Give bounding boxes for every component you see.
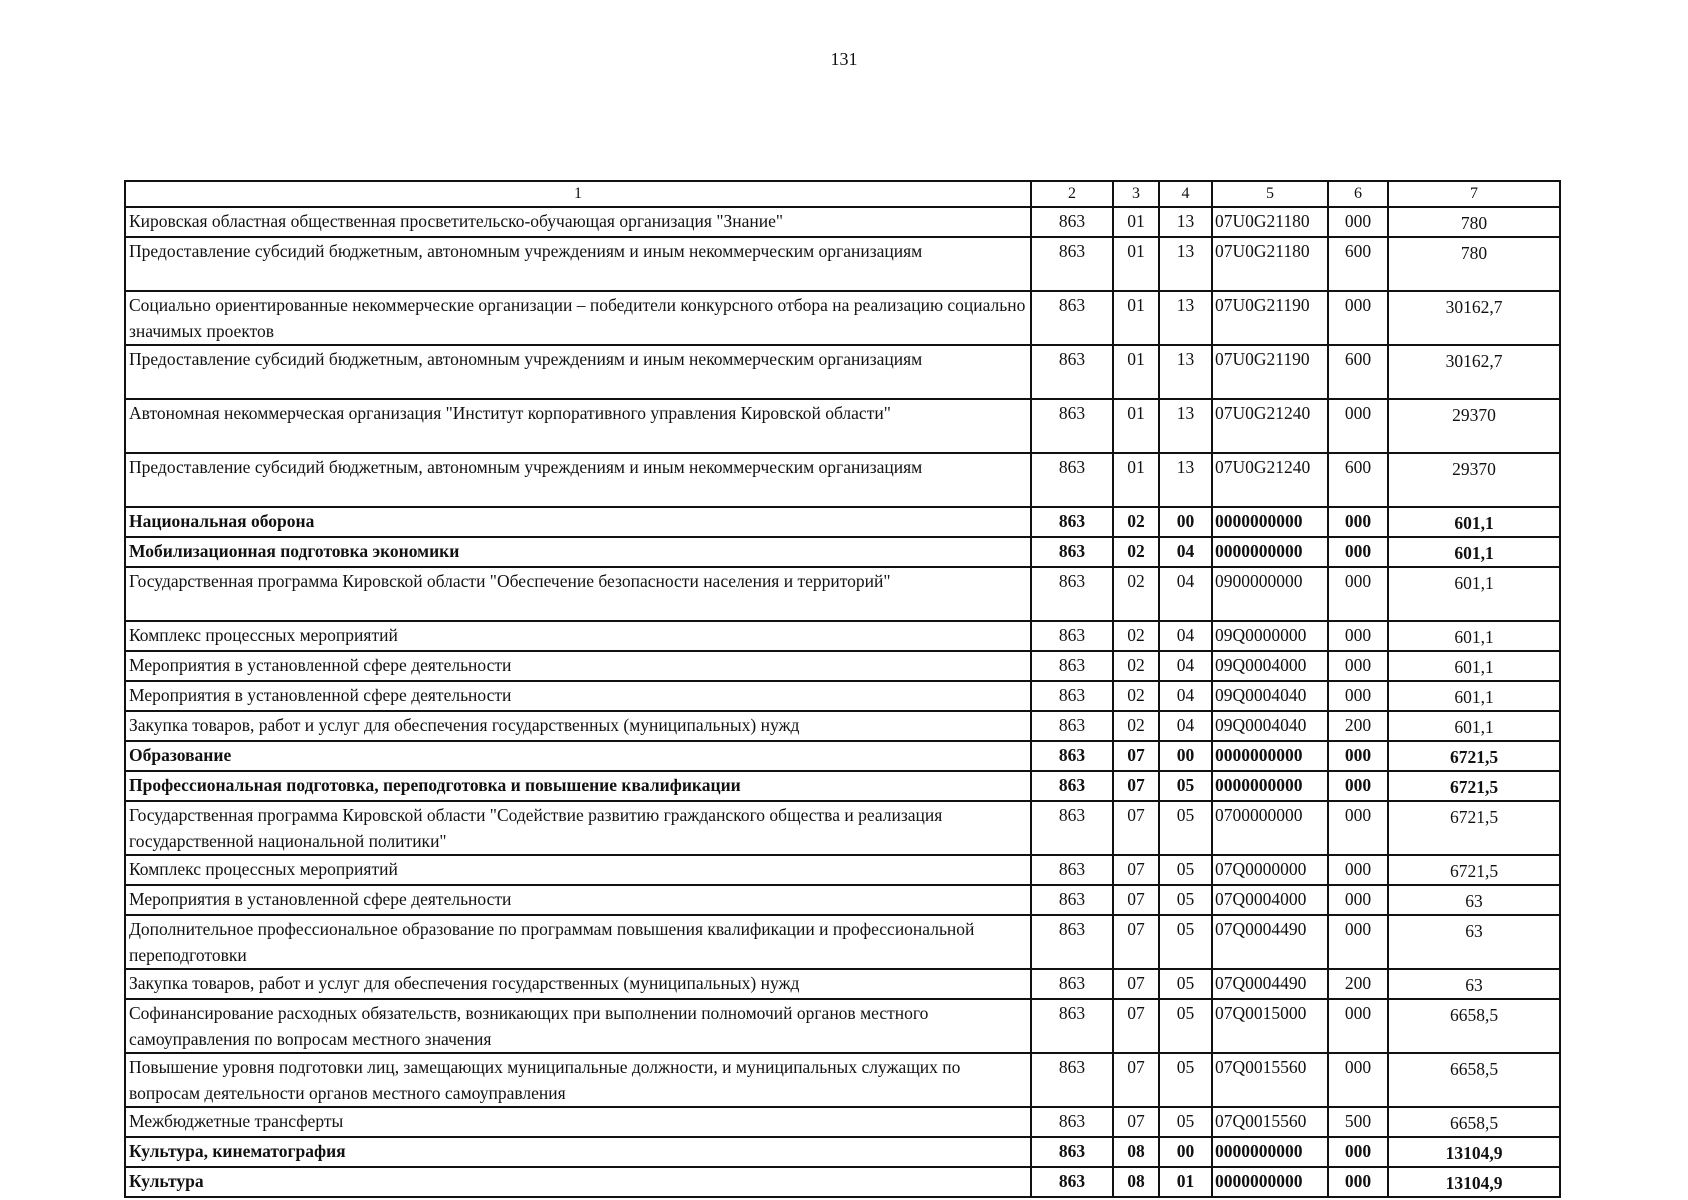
amount: 29370 <box>1388 399 1560 453</box>
table-row <box>125 885 1560 915</box>
table-row <box>125 741 1560 771</box>
subsection-code: 13 <box>1159 345 1212 399</box>
target-article-code: 07Q0000000 <box>1212 855 1328 885</box>
row-name: Социально ориентированные некоммерческие организации – победители конкурсного отбора на реализацию социально значимых проектов <box>125 291 1031 345</box>
amount: 6658,5 <box>1388 1107 1560 1137</box>
amount: 780 <box>1388 237 1560 291</box>
table-row <box>125 399 1560 453</box>
section-code: 01 <box>1113 345 1159 399</box>
expense-type-code: 000 <box>1328 855 1388 885</box>
amount: 601,1 <box>1388 651 1560 681</box>
admin-code: 863 <box>1031 801 1113 855</box>
target-article-code: 07Q0015000 <box>1212 999 1328 1053</box>
section-code: 01 <box>1113 399 1159 453</box>
row-name: Мобилизационная подготовка экономики <box>125 537 1031 567</box>
section-code: 08 <box>1113 1167 1159 1197</box>
amount: 601,1 <box>1388 537 1560 567</box>
section-code: 02 <box>1113 711 1159 741</box>
expense-type-code: 000 <box>1328 771 1388 801</box>
row-name: Повышение уровня подготовки лиц, замещающих муниципальные должности, и муниципальных служащих по вопросам деятельности органов местного самоуправления <box>125 1053 1031 1107</box>
subsection-code: 05 <box>1159 855 1212 885</box>
section-code: 01 <box>1113 207 1159 237</box>
amount: 29370 <box>1388 453 1560 507</box>
section-code: 02 <box>1113 621 1159 651</box>
expense-type-code: 000 <box>1328 915 1388 969</box>
amount: 601,1 <box>1388 681 1560 711</box>
subsection-code: 13 <box>1159 237 1212 291</box>
subsection-code: 01 <box>1159 1167 1212 1197</box>
table-row <box>125 801 1560 855</box>
subsection-code: 13 <box>1159 207 1212 237</box>
target-article-code: 07U0G21190 <box>1212 291 1328 345</box>
target-article-code: 0000000000 <box>1212 507 1328 537</box>
expense-type-code: 000 <box>1328 507 1388 537</box>
subsection-code: 04 <box>1159 651 1212 681</box>
row-name: Государственная программа Кировской области "Содействие развитию гражданского общества и реализация государственной национальной политики" <box>125 801 1031 855</box>
row-name: Мероприятия в установленной сфере деятельности <box>125 681 1031 711</box>
admin-code: 863 <box>1031 681 1113 711</box>
column-header: 7 <box>1388 181 1560 207</box>
target-article-code: 07Q0015560 <box>1212 1053 1328 1107</box>
expense-type-code: 000 <box>1328 681 1388 711</box>
admin-code: 863 <box>1031 399 1113 453</box>
admin-code: 863 <box>1031 999 1113 1053</box>
admin-code: 863 <box>1031 621 1113 651</box>
section-code: 01 <box>1113 291 1159 345</box>
amount: 63 <box>1388 885 1560 915</box>
admin-code: 863 <box>1031 291 1113 345</box>
section-code: 07 <box>1113 969 1159 999</box>
section-code: 07 <box>1113 885 1159 915</box>
admin-code: 863 <box>1031 345 1113 399</box>
subsection-code: 13 <box>1159 291 1212 345</box>
target-article-code: 09Q0004040 <box>1212 681 1328 711</box>
section-code: 08 <box>1113 1137 1159 1167</box>
expense-type-code: 000 <box>1328 885 1388 915</box>
target-article-code: 07Q0004490 <box>1212 915 1328 969</box>
subsection-code: 05 <box>1159 969 1212 999</box>
table-row <box>125 1167 1560 1197</box>
table-row <box>125 453 1560 507</box>
row-name: Мероприятия в установленной сфере деятельности <box>125 651 1031 681</box>
admin-code: 863 <box>1031 741 1113 771</box>
admin-code: 863 <box>1031 885 1113 915</box>
column-header: 4 <box>1159 181 1212 207</box>
admin-code: 863 <box>1031 567 1113 621</box>
table-row <box>125 969 1560 999</box>
target-article-code: 09Q0004000 <box>1212 651 1328 681</box>
admin-code: 863 <box>1031 237 1113 291</box>
column-header: 3 <box>1113 181 1159 207</box>
expense-type-code: 000 <box>1328 741 1388 771</box>
target-article-code: 0000000000 <box>1212 537 1328 567</box>
expense-type-code: 600 <box>1328 453 1388 507</box>
amount: 63 <box>1388 969 1560 999</box>
subsection-code: 05 <box>1159 915 1212 969</box>
target-article-code: 07U0G21240 <box>1212 399 1328 453</box>
section-code: 07 <box>1113 1107 1159 1137</box>
subsection-code: 00 <box>1159 741 1212 771</box>
table-row <box>125 237 1560 291</box>
column-header: 1 <box>125 181 1031 207</box>
expense-type-code: 000 <box>1328 801 1388 855</box>
target-article-code: 0000000000 <box>1212 741 1328 771</box>
expense-type-code: 000 <box>1328 399 1388 453</box>
column-header: 2 <box>1031 181 1113 207</box>
admin-code: 863 <box>1031 1137 1113 1167</box>
admin-code: 863 <box>1031 969 1113 999</box>
row-name: Национальная оборона <box>125 507 1031 537</box>
row-name: Культура <box>125 1167 1031 1197</box>
table-row <box>125 999 1560 1053</box>
row-name: Комплекс процессных мероприятий <box>125 621 1031 651</box>
amount: 30162,7 <box>1388 345 1560 399</box>
target-article-code: 0000000000 <box>1212 771 1328 801</box>
expense-type-code: 000 <box>1328 537 1388 567</box>
amount: 601,1 <box>1388 507 1560 537</box>
expense-type-code: 000 <box>1328 207 1388 237</box>
target-article-code: 07U0G21240 <box>1212 453 1328 507</box>
table-row <box>125 507 1560 537</box>
subsection-code: 05 <box>1159 885 1212 915</box>
table-row <box>125 1107 1560 1137</box>
admin-code: 863 <box>1031 915 1113 969</box>
target-article-code: 0000000000 <box>1212 1167 1328 1197</box>
admin-code: 863 <box>1031 1107 1113 1137</box>
table-row <box>125 1137 1560 1167</box>
table-row <box>125 621 1560 651</box>
subsection-code: 04 <box>1159 711 1212 741</box>
table-body <box>125 207 1560 1197</box>
budget-table <box>124 180 1561 1198</box>
admin-code: 863 <box>1031 855 1113 885</box>
section-code: 01 <box>1113 237 1159 291</box>
subsection-code: 13 <box>1159 399 1212 453</box>
table-row <box>125 345 1560 399</box>
amount: 63 <box>1388 915 1560 969</box>
table-row <box>125 291 1560 345</box>
subsection-code: 05 <box>1159 999 1212 1053</box>
section-code: 01 <box>1113 453 1159 507</box>
amount: 6658,5 <box>1388 999 1560 1053</box>
amount: 6658,5 <box>1388 1053 1560 1107</box>
expense-type-code: 000 <box>1328 1053 1388 1107</box>
section-code: 02 <box>1113 567 1159 621</box>
amount: 6721,5 <box>1388 741 1560 771</box>
target-article-code: 0700000000 <box>1212 801 1328 855</box>
table-row <box>125 771 1560 801</box>
subsection-code: 05 <box>1159 1107 1212 1137</box>
column-header: 5 <box>1212 181 1328 207</box>
amount: 601,1 <box>1388 621 1560 651</box>
subsection-code: 04 <box>1159 621 1212 651</box>
target-article-code: 07Q0004000 <box>1212 885 1328 915</box>
admin-code: 863 <box>1031 507 1113 537</box>
row-name: Государственная программа Кировской области "Обеспечение безопасности населения и территорий" <box>125 567 1031 621</box>
row-name: Софинансирование расходных обязательств, возникающих при выполнении полномочий органов местного самоуправления по вопросам местного значения <box>125 999 1031 1053</box>
amount: 6721,5 <box>1388 801 1560 855</box>
expense-type-code: 600 <box>1328 237 1388 291</box>
expense-type-code: 200 <box>1328 969 1388 999</box>
expense-type-code: 000 <box>1328 999 1388 1053</box>
amount: 30162,7 <box>1388 291 1560 345</box>
amount: 6721,5 <box>1388 855 1560 885</box>
subsection-code: 05 <box>1159 801 1212 855</box>
expense-type-code: 000 <box>1328 291 1388 345</box>
page-number: 131 <box>830 49 858 69</box>
row-name: Образование <box>125 741 1031 771</box>
row-name: Мероприятия в установленной сфере деятельности <box>125 885 1031 915</box>
table-row <box>125 537 1560 567</box>
target-article-code: 07U0G21190 <box>1212 345 1328 399</box>
target-article-code: 0000000000 <box>1212 1137 1328 1167</box>
expense-type-code: 000 <box>1328 651 1388 681</box>
target-article-code: 07U0G21180 <box>1212 237 1328 291</box>
amount: 13104,9 <box>1388 1137 1560 1167</box>
table-row <box>125 651 1560 681</box>
subsection-code: 13 <box>1159 453 1212 507</box>
admin-code: 863 <box>1031 207 1113 237</box>
section-code: 07 <box>1113 771 1159 801</box>
section-code: 02 <box>1113 507 1159 537</box>
table-row <box>125 207 1560 237</box>
amount: 780 <box>1388 207 1560 237</box>
admin-code: 863 <box>1031 651 1113 681</box>
target-article-code: 09Q0004040 <box>1212 711 1328 741</box>
section-code: 02 <box>1113 681 1159 711</box>
expense-type-code: 200 <box>1328 711 1388 741</box>
header-row <box>125 181 1560 207</box>
admin-code: 863 <box>1031 1167 1113 1197</box>
admin-code: 863 <box>1031 771 1113 801</box>
section-code: 02 <box>1113 651 1159 681</box>
subsection-code: 00 <box>1159 507 1212 537</box>
row-name: Профессиональная подготовка, переподготовка и повышение квалификации <box>125 771 1031 801</box>
admin-code: 863 <box>1031 453 1113 507</box>
subsection-code: 04 <box>1159 681 1212 711</box>
expense-type-code: 000 <box>1328 567 1388 621</box>
table-row <box>125 1053 1560 1107</box>
section-code: 07 <box>1113 915 1159 969</box>
row-name: Дополнительное профессиональное образование по программам повышения квалификации и профессиональной переподготовки <box>125 915 1031 969</box>
row-name: Межбюджетные трансферты <box>125 1107 1031 1137</box>
target-article-code: 07Q0004490 <box>1212 969 1328 999</box>
expense-type-code: 000 <box>1328 621 1388 651</box>
row-name: Предоставление субсидий бюджетным, автономным учреждениям и иным некоммерческим организациям <box>125 237 1031 291</box>
table-row <box>125 711 1560 741</box>
admin-code: 863 <box>1031 1053 1113 1107</box>
subsection-code: 05 <box>1159 1053 1212 1107</box>
row-name: Закупка товаров, работ и услуг для обеспечения государственных (муниципальных) нужд <box>125 711 1031 741</box>
table-row <box>125 567 1560 621</box>
amount: 601,1 <box>1388 567 1560 621</box>
row-name: Комплекс процессных мероприятий <box>125 855 1031 885</box>
amount: 6721,5 <box>1388 771 1560 801</box>
row-name: Культура, кинематография <box>125 1137 1031 1167</box>
row-name: Автономная некоммерческая организация "Институт корпоративного управления Кировской области" <box>125 399 1031 453</box>
target-article-code: 07Q0015560 <box>1212 1107 1328 1137</box>
expense-type-code: 000 <box>1328 1167 1388 1197</box>
column-header: 6 <box>1328 181 1388 207</box>
row-name: Предоставление субсидий бюджетным, автономным учреждениям и иным некоммерческим организациям <box>125 345 1031 399</box>
row-name: Предоставление субсидий бюджетным, автономным учреждениям и иным некоммерческим организациям <box>125 453 1031 507</box>
target-article-code: 0900000000 <box>1212 567 1328 621</box>
subsection-code: 00 <box>1159 1137 1212 1167</box>
section-code: 07 <box>1113 999 1159 1053</box>
expense-type-code: 500 <box>1328 1107 1388 1137</box>
section-code: 07 <box>1113 1053 1159 1107</box>
amount: 601,1 <box>1388 711 1560 741</box>
table-row <box>125 915 1560 969</box>
target-article-code: 09Q0000000 <box>1212 621 1328 651</box>
admin-code: 863 <box>1031 711 1113 741</box>
section-code: 07 <box>1113 801 1159 855</box>
table-row <box>125 855 1560 885</box>
section-code: 07 <box>1113 741 1159 771</box>
section-code: 02 <box>1113 537 1159 567</box>
amount: 13104,9 <box>1388 1167 1560 1197</box>
table-row <box>125 681 1560 711</box>
subsection-code: 04 <box>1159 537 1212 567</box>
expense-type-code: 000 <box>1328 1137 1388 1167</box>
row-name: Кировская областная общественная просветительско-обучающая организация "Знание" <box>125 207 1031 237</box>
target-article-code: 07U0G21180 <box>1212 207 1328 237</box>
admin-code: 863 <box>1031 537 1113 567</box>
subsection-code: 05 <box>1159 771 1212 801</box>
row-name: Закупка товаров, работ и услуг для обеспечения государственных (муниципальных) нужд <box>125 969 1031 999</box>
expense-type-code: 600 <box>1328 345 1388 399</box>
subsection-code: 04 <box>1159 567 1212 621</box>
section-code: 07 <box>1113 855 1159 885</box>
